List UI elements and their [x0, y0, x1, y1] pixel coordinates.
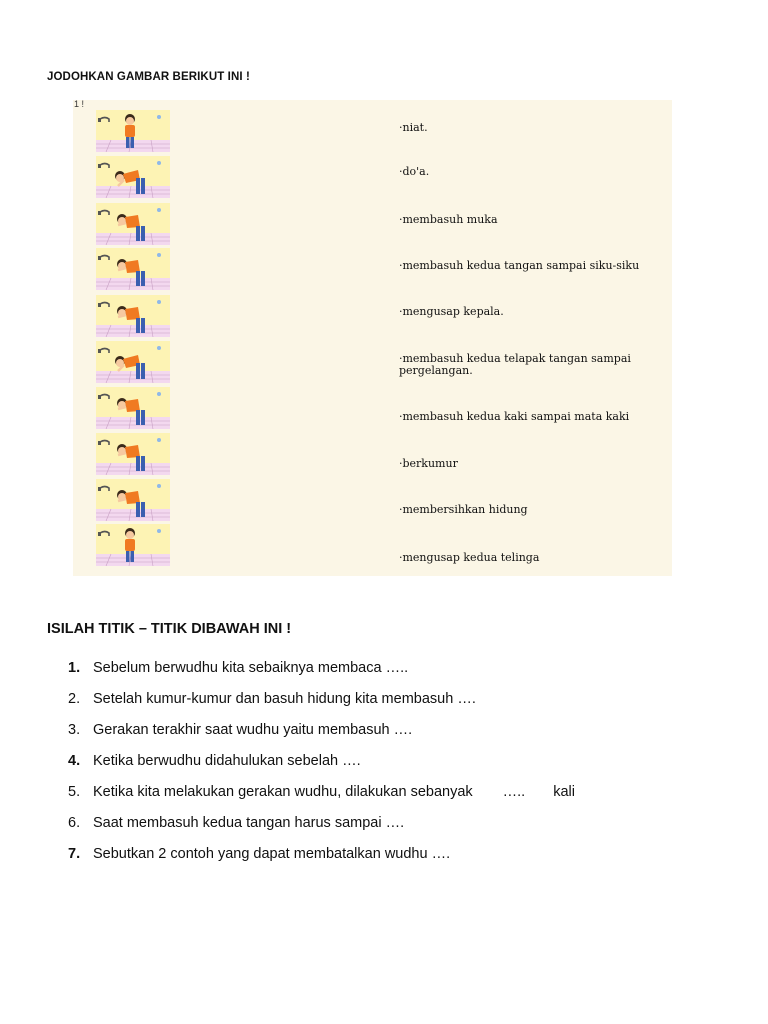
question-number: 3. — [68, 722, 81, 738]
question-number: 7. — [68, 846, 81, 862]
question-item — [68, 660, 575, 691]
question-text: Sebelum berwudhu kita sebaiknya membaca ….. — [93, 660, 409, 676]
match-label: ·membasuh muka — [399, 213, 498, 226]
wudhu-step-picture — [96, 341, 170, 383]
wudhu-step-picture — [96, 524, 170, 566]
question-suffix: kali — [553, 784, 575, 800]
wudhu-step-picture — [96, 479, 170, 521]
question-text: Gerakan terakhir saat wudhu yaitu membasuh …. — [93, 722, 413, 738]
question-text: Sebutkan 2 contoh yang dapat membatalkan wudhu …. — [93, 846, 451, 862]
question-text: Ketika berwudhu didahulukan sebelah …. — [93, 753, 361, 769]
question-list — [68, 660, 575, 877]
match-label: ·do'a. — [399, 165, 430, 178]
question-item — [68, 722, 575, 753]
question-item — [68, 691, 575, 722]
matching-panel — [73, 100, 672, 576]
fill-heading: ISILAH TITIK – TITIK DIBAWAH INI ! — [47, 621, 292, 637]
match-label: ·membasuh kedua telapak tangan sampai pergelangan. — [399, 352, 631, 377]
wudhu-step-picture — [96, 110, 170, 152]
match-label: ·membasuh kedua kaki sampai mata kaki — [399, 410, 630, 423]
panel-mark: 1 ! — [74, 99, 85, 109]
question-number: 1. — [68, 660, 81, 676]
question-number: 2. — [68, 691, 81, 707]
question-item — [68, 815, 575, 846]
wudhu-step-picture — [96, 433, 170, 475]
question-text: Ketika kita melakukan gerakan wudhu, dilakukan sebanyak — [93, 784, 473, 800]
wudhu-step-picture — [96, 387, 170, 429]
match-label: ·membasuh kedua tangan sampai siku-siku — [399, 259, 640, 272]
question-item — [68, 846, 575, 877]
match-label: ·berkumur — [399, 457, 458, 470]
wudhu-step-picture — [96, 156, 170, 198]
question-item — [68, 784, 575, 815]
question-number: 5. — [68, 784, 81, 800]
match-label: ·niat. — [399, 121, 428, 134]
match-heading: JODOHKAN GAMBAR BERIKUT INI ! — [47, 71, 250, 83]
wudhu-step-picture — [96, 248, 170, 290]
question-item — [68, 753, 575, 784]
question-number: 4. — [68, 753, 81, 769]
match-label: ·membersihkan hidung — [399, 503, 528, 516]
question-text: Saat membasuh kedua tangan harus sampai …. — [93, 815, 405, 831]
question-text: Setelah kumur-kumur dan basuh hidung kita membasuh …. — [93, 691, 476, 707]
wudhu-step-picture — [96, 295, 170, 337]
question-blank: ….. — [502, 784, 526, 800]
match-label: ·mengusap kepala. — [399, 305, 504, 318]
wudhu-step-picture — [96, 203, 170, 245]
match-label: ·mengusap kedua telinga — [399, 551, 540, 564]
question-number: 6. — [68, 815, 81, 831]
